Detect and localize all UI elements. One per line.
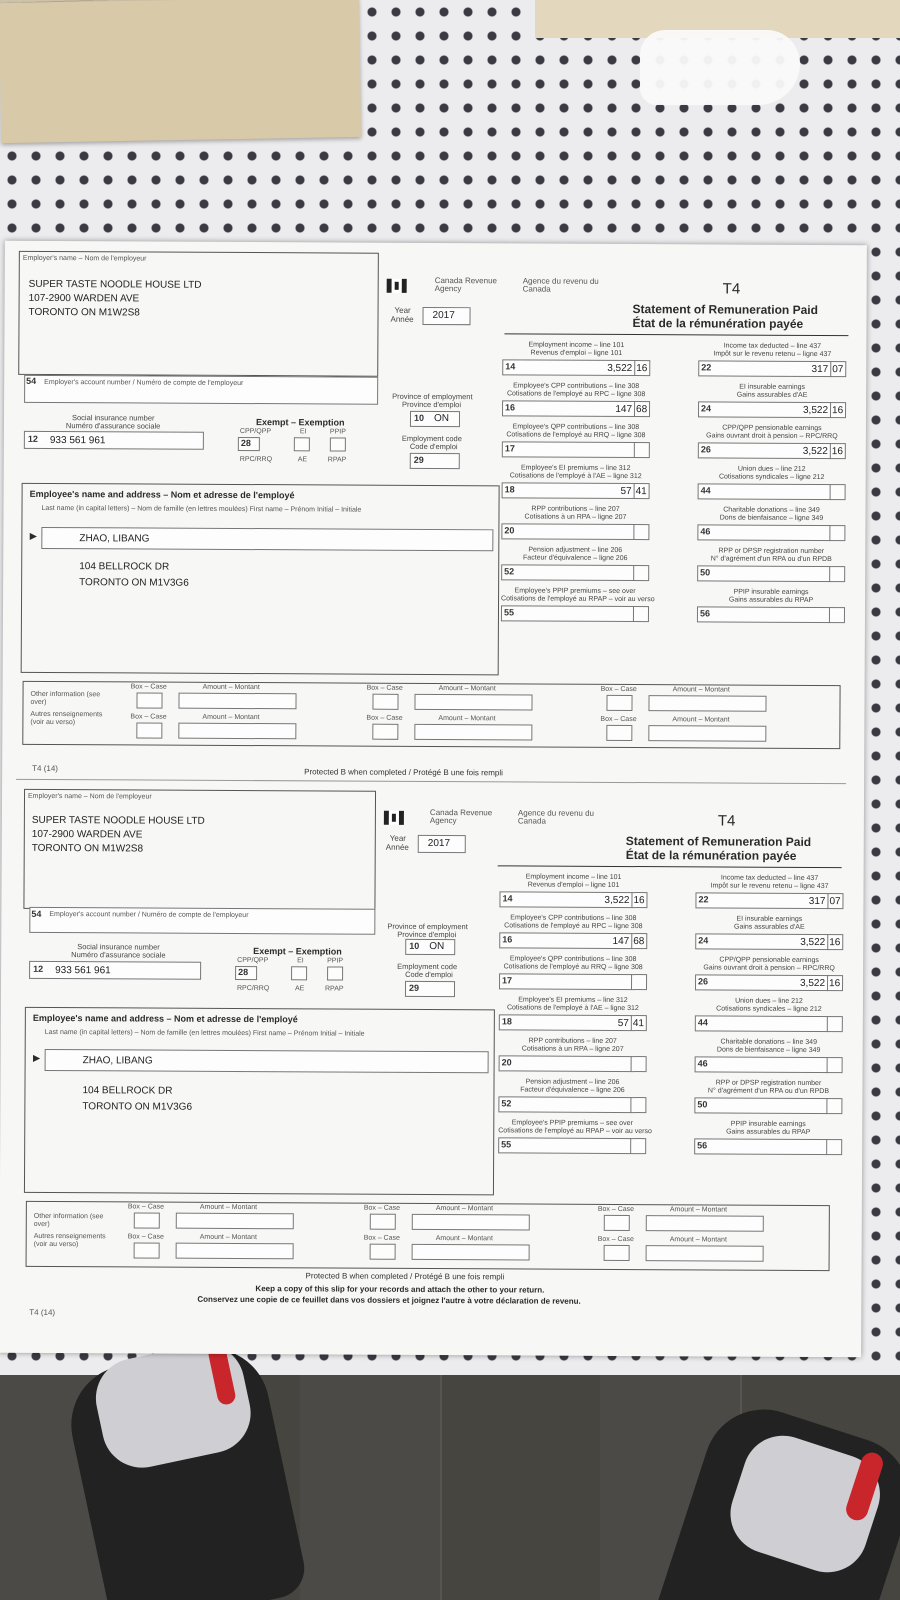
field-label-en: Union dues – line 212 [735, 997, 803, 1005]
agency-fr: Agence du revenu du Canada [517, 808, 595, 826]
field-label-en: PPIP insurable earnings [730, 1120, 806, 1128]
employee-address-1: 104 BELLROCK DR [82, 1085, 173, 1097]
field-value-box [501, 564, 649, 581]
other-info-box-code[interactable] [604, 1215, 630, 1231]
amount-montant-label: Amount – Montant [202, 683, 260, 692]
field-amount-cents: 16 [636, 363, 648, 375]
cents-divider [631, 974, 632, 990]
field-amount-dollars: 3,522 [607, 362, 633, 375]
exempt-ppip: PPIP [329, 428, 346, 436]
field-value-box [498, 1137, 646, 1154]
cents-divider [827, 934, 828, 950]
field-value-box [501, 523, 649, 540]
employer-address-2: TORONTO ON M1W2S8 [28, 306, 140, 319]
keep-copy-fr: Conservez une copie de ce feuillet dans vos dossiers et joignez l'autre à votre déclaration de revenu. [197, 1294, 581, 1306]
field-label-en: Income tax deducted – line 437 [723, 342, 822, 351]
field-label-fr: Cotisations de l'employé au RPAP – voir au verso [498, 1127, 652, 1136]
province-label-en: Province of employment [392, 391, 473, 402]
field-amount-cents: 16 [832, 405, 844, 417]
field-box-number: 18 [501, 1016, 512, 1027]
field-box-number: 56 [699, 608, 711, 619]
other-info-box-code[interactable] [372, 694, 398, 710]
field-label-en: EI insurable earnings [739, 383, 806, 391]
employee-sub: Last name (in capital letters) – Nom de famille (en lettres moulées) First name – Prénom Initial – Initiale [41, 504, 362, 514]
other-info-amount[interactable] [646, 1245, 764, 1262]
field-value-box [697, 524, 845, 541]
box-case-label: Box – Case [363, 1204, 401, 1212]
field-label-fr: Gains ouvrant droit à pension – RPC/RRQ [706, 432, 838, 441]
field-label-en: Pension adjustment – line 206 [525, 1078, 620, 1086]
cents-divider [830, 443, 831, 459]
field-box-number: 55 [501, 1139, 512, 1150]
province-value: ON [433, 413, 450, 425]
field-label-en: Employee's QPP contributions – line 308 [512, 423, 640, 432]
box-case-label: Box – Case [597, 1235, 634, 1244]
sin-value: 933 561 961 [49, 434, 106, 447]
cents-divider [631, 933, 632, 949]
cents-divider [830, 484, 831, 500]
field-box-number: 50 [700, 567, 711, 578]
plastic-bag [640, 30, 800, 105]
cents-divider [827, 1016, 828, 1032]
employee-name: ZHAO, LIBANG [79, 533, 150, 545]
field-label-en: Employee's QPP contributions – line 308 [509, 955, 637, 964]
field-amount-dollars: 3,522 [800, 936, 826, 949]
exempt-rpap: RPAP [324, 985, 344, 993]
employee-address-2: TORONTO ON M1V3G6 [82, 1101, 193, 1113]
field-label-fr: Dons de bienfaisance – ligne 349 [719, 514, 824, 523]
agency-fr: Agence du revenu du Canada [522, 276, 599, 294]
field-amount-cents: 07 [832, 364, 844, 376]
employee-name: ZHAO, LIBANG [82, 1055, 153, 1067]
other-info-box-code[interactable] [370, 1214, 396, 1230]
field-box-number: 16 [502, 934, 513, 945]
cents-divider [827, 975, 828, 991]
other-info-amount[interactable] [178, 693, 296, 710]
keep-copy-en: Keep a copy of this slip for your records and attach the other to your return. [255, 1284, 545, 1295]
field-amount-dollars: 147 [615, 403, 633, 416]
employer-name: SUPER TASTE NOODLE HOUSE LTD [28, 278, 202, 291]
other-info-box-code[interactable] [136, 692, 162, 708]
field-label-en: Income tax deducted – line 437 [720, 874, 819, 883]
employer-name-label: Employer's name – Nom de l'employeur [27, 792, 152, 801]
field-box-number: 46 [697, 1058, 708, 1069]
amount-montant-label: Amount – Montant [438, 685, 496, 693]
cents-divider [829, 566, 830, 582]
field-box-number: 50 [697, 1099, 708, 1110]
employer-address-1: 107-2900 WARDEN AVE [28, 292, 140, 305]
year-value: 2017 [427, 837, 451, 850]
footer-code: T4 (14) [29, 1307, 56, 1318]
t4-form-sheet [0, 241, 867, 1357]
box-54-number: 54 [31, 908, 42, 919]
exempt-ae: AE [297, 456, 308, 464]
amount-montant-label: Amount – Montant [438, 715, 496, 723]
cents-divider [630, 1138, 631, 1154]
sin-label-en: Social insurance number [77, 942, 160, 952]
other-info-en: Other information (see over) [30, 690, 101, 706]
exempt-rpc: RPC/RRQ [239, 455, 273, 464]
other-info-box-code[interactable] [370, 1244, 396, 1260]
field-label-en: Employment income – line 101 [525, 873, 622, 881]
field-value-box [697, 606, 845, 623]
exempt-ae: AE [294, 985, 305, 993]
field-amount-cents: 68 [636, 404, 648, 416]
t4-slip-copy-1 [2, 241, 867, 778]
box-case-label: Box – Case [600, 715, 637, 724]
canada-flag-icon [387, 279, 407, 293]
field-amount-dollars: 57 [617, 1017, 629, 1030]
other-info-en: Other information (see over) [33, 1212, 104, 1228]
other-info-box-code[interactable] [134, 1212, 160, 1228]
footer-code: T4 (14) [32, 763, 58, 774]
account-label: Employer's account number / Numéro de compte de l'employeur [49, 910, 249, 920]
field-label-fr: Facteur d'équivalence – ligne 206 [523, 554, 628, 563]
field-label-fr: Gains assurables du RPAP [726, 1128, 811, 1136]
field-amount-cents: 68 [633, 936, 645, 948]
field-value-box [498, 1096, 646, 1113]
field-label-en: Employee's EI premiums – line 312 [518, 996, 628, 1005]
box-28-number: 28 [238, 966, 249, 978]
field-label-en: Employee's PPIP premiums – see over [514, 587, 636, 596]
field-label-en: Union dues – line 212 [737, 465, 806, 473]
employer-address-2: TORONTO ON M1W2S8 [31, 842, 144, 855]
field-label-fr: Impôt sur le revenu retenu – ligne 437 [710, 882, 829, 891]
empcode-label-en: Employment code [397, 961, 458, 972]
employee-address-1: 104 BELLROCK DR [79, 561, 170, 573]
field-label-fr: Cotisations syndicales – ligne 212 [716, 1005, 822, 1014]
amount-montant-label: Amount – Montant [199, 1203, 258, 1212]
field-label-en: EI insurable earnings [736, 915, 803, 923]
amount-montant-label: Amount – Montant [669, 1206, 728, 1214]
field-value-box [499, 973, 647, 990]
title-en: Statement of Remuneration Paid [625, 834, 812, 849]
other-info-box-code[interactable] [136, 722, 162, 738]
cents-divider [829, 525, 830, 541]
field-label-en: Employee's CPP contributions – line 308 [513, 382, 640, 391]
title-en: Statement of Remuneration Paid [632, 302, 818, 318]
field-label-fr: N° d'agrément d'un RPA ou d'un RPDB [707, 1087, 830, 1096]
field-label-fr: Gains assurables du RPAP [728, 596, 814, 604]
form-code: T4 [717, 812, 736, 830]
field-label-fr: Revenus d'emploi – ligne 101 [527, 881, 620, 889]
exempt-label: Exempt – Exemption [255, 417, 345, 428]
field-box-number: 44 [700, 485, 711, 496]
field-box-number: 52 [501, 1098, 512, 1109]
amount-montant-label: Amount – Montant [435, 1205, 494, 1213]
field-label-en: CPP/QPP pensionable earnings [719, 956, 819, 965]
other-info-amount[interactable] [178, 723, 296, 740]
field-amount-cents: 16 [829, 978, 841, 990]
field-label-fr: N° d'agrément d'un RPA ou d'un RPDB [710, 555, 832, 564]
field-value-box [502, 441, 650, 458]
field-label-fr: Revenus d'emploi – ligne 101 [530, 349, 623, 357]
field-value-box [501, 605, 649, 622]
other-info-amount[interactable] [176, 1243, 294, 1260]
cents-divider [633, 524, 634, 540]
cents-divider [826, 1139, 827, 1155]
employee-address-2: TORONTO ON M1V3G6 [79, 577, 189, 589]
field-label-en: Employment income – line 101 [528, 341, 625, 349]
province-label-fr: Province d'emploi [402, 399, 462, 410]
field-label-fr: Cotisations de l'employé au RPAP – voir au verso [501, 595, 655, 604]
employee-sub: Last name (in capital letters) – Nom de famille (en lettres moulées) First name – Prénom Initial – Initiale [44, 1028, 365, 1038]
field-label-fr: Cotisations à un RPA – ligne 207 [521, 1045, 624, 1054]
cents-divider [631, 892, 632, 908]
field-label-en: RPP or DPSP registration number [718, 547, 825, 556]
other-info-fr: Autres renseignements (voir au verso) [30, 710, 103, 727]
field-box-number: 24 [698, 935, 709, 946]
exempt-cpp: CPP/QPP [237, 956, 269, 965]
year-value: 2017 [432, 309, 455, 322]
field-box-number: 17 [502, 975, 513, 986]
empcode-label-fr: Code d'emploi [409, 441, 458, 452]
title-fr: État de la rémunération payée [625, 848, 797, 863]
field-box-number: 22 [701, 362, 712, 373]
field-label-fr: Facteur d'équivalence – ligne 206 [520, 1086, 625, 1095]
agency-en: Canada Revenue Agency [434, 276, 498, 294]
box-case-label: Box – Case [363, 1234, 400, 1242]
field-label-fr: Gains ouvrant droit à pension – RPC/RRQ [703, 964, 835, 973]
cents-divider [631, 1015, 632, 1031]
agency-en: Canada Revenue Agency [429, 807, 493, 826]
box-case-label: Box – Case [366, 684, 403, 692]
field-box-number: 20 [504, 525, 515, 536]
field-box-number: 14 [502, 893, 513, 904]
field-label-en: Charitable donations – line 349 [723, 506, 820, 515]
field-label-fr: Cotisations syndicales – ligne 212 [718, 473, 825, 482]
other-info-box-code[interactable] [606, 695, 632, 711]
employee-header: Employee's name and address – Nom et adresse de l'employé [29, 488, 295, 501]
exempt-ei: EI [299, 428, 307, 436]
field-label-fr: Cotisations de l'employé au RPC – ligne 308 [506, 390, 646, 399]
field-box-number: 52 [504, 566, 515, 577]
exempt-ei-checkbox[interactable] [294, 437, 310, 451]
field-box-number: 26 [700, 444, 711, 455]
box-29-number: 29 [408, 982, 420, 993]
field-label-fr: Cotisations à un RPA – ligne 207 [524, 513, 627, 522]
other-info-amount[interactable] [412, 1244, 530, 1261]
exempt-label: Exempt – Exemption [253, 946, 342, 957]
amount-montant-label: Amount – Montant [199, 1233, 257, 1242]
field-label-fr: Cotisations de l'employé à l'AE – ligne 312 [506, 1004, 639, 1013]
box-case-label: Box – Case [600, 685, 637, 694]
province-value: ON [429, 940, 445, 953]
field-label-fr: Gains assurables d'AE [736, 391, 808, 399]
sin-label-fr: Numéro d'assurance sociale [65, 421, 161, 431]
field-label-en: RPP or DPSP registration number [715, 1079, 822, 1088]
other-info-amount[interactable] [648, 695, 766, 712]
field-label-en: Charitable donations – line 349 [720, 1038, 817, 1047]
field-box-number: 26 [698, 976, 709, 987]
field-amount-dollars: 3,522 [604, 894, 630, 907]
sin-label-en: Social insurance number [71, 413, 155, 423]
field-box-number: 24 [701, 403, 712, 414]
field-value-box [695, 1015, 843, 1032]
field-label-fr: Dons de bienfaisance – ligne 349 [716, 1046, 821, 1055]
other-info-amount[interactable] [414, 724, 532, 741]
cents-divider [830, 402, 831, 418]
box-case-label: Box – Case [366, 714, 403, 722]
arrow-right-icon: ► [27, 528, 40, 543]
cents-divider [633, 606, 634, 622]
field-amount-cents: 07 [829, 896, 841, 908]
field-label-fr: Impôt sur le revenu retenu – ligne 437 [713, 350, 832, 359]
field-label-en: Employee's EI premiums – line 312 [520, 464, 631, 473]
employer-address-1: 107-2900 WARDEN AVE [31, 828, 143, 841]
other-info-amount[interactable] [648, 725, 766, 742]
box-12-number: 12 [33, 963, 44, 974]
exempt-ei-checkbox[interactable] [291, 966, 307, 980]
amount-montant-label: Amount – Montant [672, 716, 730, 724]
box-case-label: Box – Case [130, 713, 167, 721]
cents-divider [634, 442, 635, 458]
year-label-fr: Année [390, 314, 414, 324]
cents-divider [830, 361, 831, 377]
field-box-number: 56 [697, 1140, 708, 1151]
other-info-box-code[interactable] [134, 1242, 160, 1258]
field-box-number: 22 [698, 894, 709, 905]
field-box-number: 46 [700, 526, 711, 537]
field-label-en: Employee's PPIP premiums – see over [511, 1119, 633, 1128]
field-label-fr: Cotisations de l'employé à l'AE – ligne 312 [509, 472, 642, 481]
cents-divider [826, 1098, 827, 1114]
field-label-en: RPP contributions – line 207 [528, 1037, 617, 1045]
province-label-en: Province of employment [387, 921, 468, 932]
amount-montant-label: Amount – Montant [202, 713, 260, 722]
cents-divider [631, 1056, 632, 1072]
other-info-box-code[interactable] [606, 725, 632, 741]
field-box-number: 44 [697, 1017, 708, 1028]
other-info-box-code[interactable] [372, 724, 398, 740]
cents-divider [630, 1097, 631, 1113]
box-10-number: 10 [409, 940, 420, 951]
box-28-number: 28 [240, 437, 251, 449]
field-label-en: RPP contributions – line 207 [531, 505, 620, 513]
field-value-box [694, 1097, 842, 1114]
cents-divider [634, 483, 635, 499]
field-box-number: 16 [505, 402, 516, 413]
sin-value: 933 561 961 [55, 965, 111, 977]
employee-header: Employee's name and address – Nom et adresse de l'employé [32, 1012, 298, 1025]
box-case-label: Box – Case [127, 1203, 165, 1211]
title-fr: État de la rémunération payée [632, 316, 804, 331]
box-case-label: Box – Case [127, 1233, 164, 1241]
field-label-fr: Cotisations de l'employé au RRQ – ligne 308 [506, 431, 646, 440]
exempt-rpc: RPC/RRQ [236, 984, 270, 993]
field-box-number: 14 [505, 361, 516, 372]
cents-divider [634, 401, 635, 417]
field-amount-dollars: 3,522 [799, 977, 826, 990]
other-info-amount[interactable] [414, 694, 532, 711]
other-info-amount[interactable] [646, 1215, 764, 1232]
protected-label: Protected B when completed / Protégé B une fois rempli [304, 767, 503, 778]
field-box-number: 17 [504, 443, 515, 454]
cents-divider [634, 360, 635, 376]
box-29-number: 29 [413, 454, 424, 465]
sin-label-fr: Numéro d'assurance sociale [71, 950, 166, 960]
province-label-fr: Province d'emploi [397, 929, 457, 940]
protected-label: Protected B when completed / Protégé B une fois rempli [305, 1271, 505, 1282]
employer-name: SUPER TASTE NOODLE HOUSE LTD [31, 814, 205, 827]
field-label-en: PPIP insurable earnings [733, 588, 809, 596]
exempt-ppip-checkbox[interactable] [330, 437, 346, 451]
box-case-label: Box – Case [597, 1205, 635, 1214]
cents-divider [633, 565, 634, 581]
field-value-box [698, 483, 846, 500]
field-box-number: 55 [503, 607, 515, 618]
field-value-box [499, 1055, 647, 1072]
field-label-en: Employee's CPP contributions – line 308 [510, 914, 637, 923]
field-amount-cents: 41 [635, 486, 647, 498]
t4-slip-copy-2 [0, 789, 864, 1318]
exempt-cpp: CPP/QPP [239, 427, 272, 436]
field-box-number: 20 [501, 1057, 512, 1068]
cents-divider [827, 893, 828, 909]
other-info-amount[interactable] [412, 1214, 530, 1231]
field-amount-cents: 16 [831, 446, 843, 458]
arrow-right-icon: ► [30, 1050, 43, 1065]
exempt-ppip-checkbox[interactable] [327, 966, 343, 980]
field-value-box [694, 1138, 842, 1155]
canada-flag-icon [384, 811, 404, 825]
field-label-en: CPP/QPP pensionable earnings [722, 424, 822, 433]
exempt-ei: EI [297, 957, 304, 965]
box-12-number: 12 [27, 433, 38, 444]
field-amount-cents: 41 [632, 1018, 644, 1030]
cents-divider [829, 607, 830, 623]
year-label-en: Year [389, 833, 406, 843]
field-label-en: Pension adjustment – line 206 [528, 546, 623, 554]
field-label-fr: Gains assurables d'AE [734, 923, 805, 931]
manila-folder [0, 0, 361, 143]
other-info-fr: Autres renseignements (voir au verso) [33, 1232, 106, 1249]
exempt-rpap: RPAP [327, 456, 347, 464]
exempt-ppip: PPIP [327, 957, 344, 965]
box-case-label: Box – Case [130, 683, 167, 691]
employer-name-label: Employer's name – Nom de l'employeur [22, 254, 147, 263]
year-label-en: Year [394, 305, 411, 315]
field-value-box [697, 565, 845, 582]
amount-montant-label: Amount – Montant [672, 686, 730, 694]
year-label-fr: Année [385, 842, 409, 852]
field-amount-cents: 16 [633, 895, 645, 907]
other-info-box-code[interactable] [604, 1245, 630, 1261]
box-54-number: 54 [26, 375, 37, 386]
field-amount-dollars: 3,522 [802, 445, 828, 458]
form-code: T4 [722, 280, 741, 298]
box-10-number: 10 [413, 412, 425, 423]
amount-montant-label: Amount – Montant [435, 1235, 493, 1243]
field-amount-dollars: 317 [811, 363, 829, 376]
cents-divider [827, 1057, 828, 1073]
field-label-fr: Cotisations de l'employé au RRQ – ligne 308 [503, 963, 643, 972]
other-info-amount[interactable] [176, 1213, 294, 1230]
field-amount-dollars: 317 [808, 895, 826, 908]
field-box-number: 18 [504, 484, 515, 495]
account-label: Employer's account number / Numéro de compte de l'employeur [44, 378, 244, 388]
field-amount-dollars: 3,522 [802, 404, 829, 417]
empcode-label-en: Employment code [401, 433, 462, 444]
field-amount-dollars: 57 [620, 485, 632, 498]
empcode-label-fr: Code d'emploi [405, 969, 453, 980]
field-amount-dollars: 147 [612, 935, 630, 948]
field-value-box [695, 1056, 843, 1073]
amount-montant-label: Amount – Montant [669, 1236, 727, 1244]
field-label-fr: Cotisations de l'employé au RPC – ligne 308 [504, 922, 643, 931]
field-amount-cents: 16 [829, 937, 841, 949]
